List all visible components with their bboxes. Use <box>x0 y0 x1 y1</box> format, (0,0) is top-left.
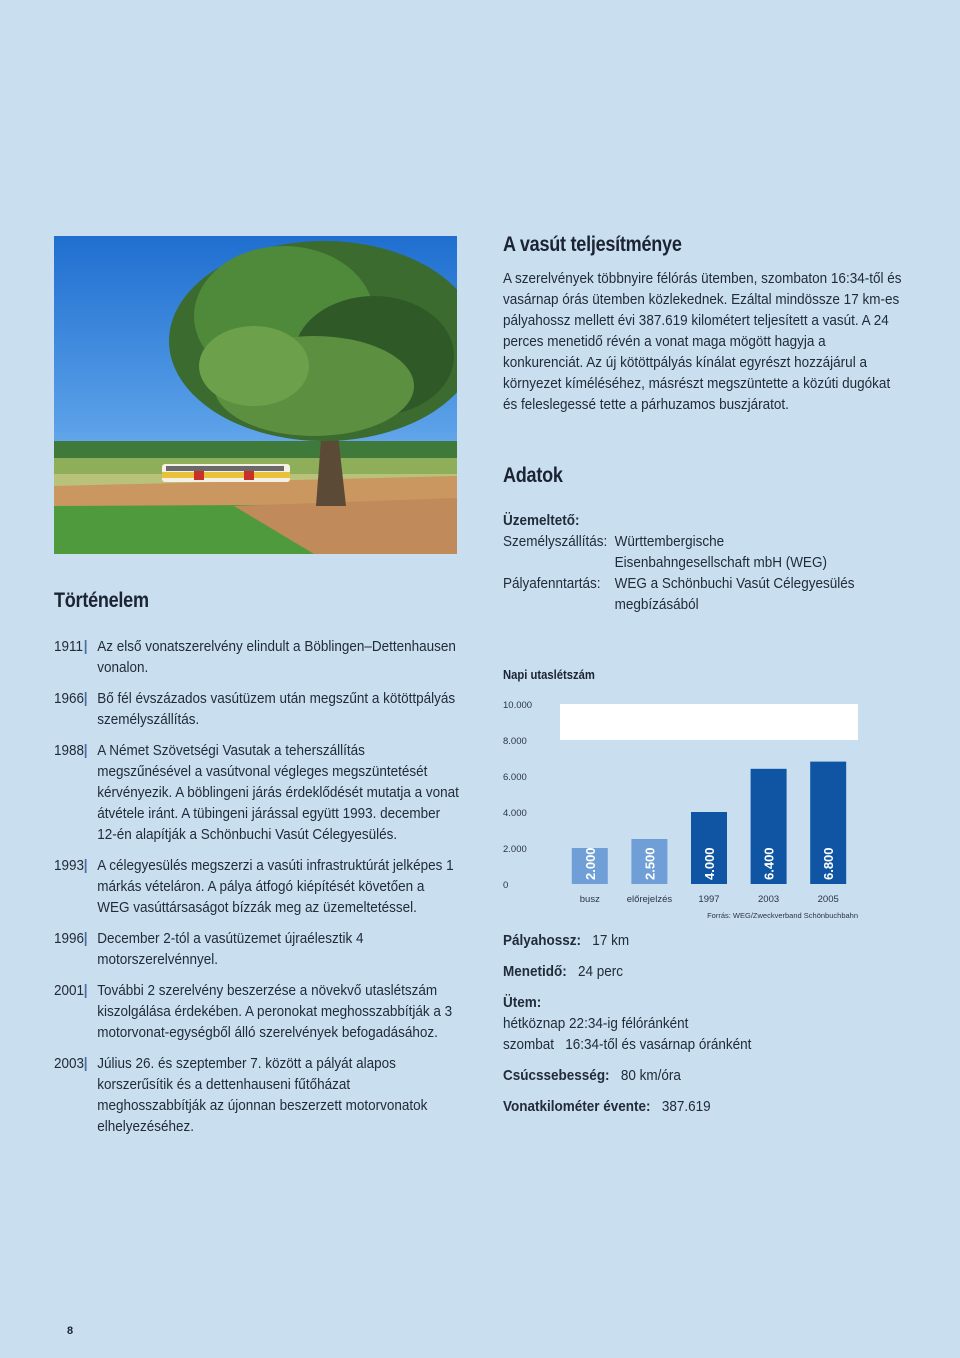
timeline-separator: | <box>83 857 88 874</box>
maintenance-row-value: WEG a Schönbuchi Vasút Célegyesülés <box>614 575 855 592</box>
landscape-illustration <box>54 236 457 554</box>
timeline-text: Az első vonatszerelvény elindult a Böblingen–Dettenhausen vonalon. <box>97 638 456 676</box>
fact-speed <box>503 1065 863 1086</box>
facts-block <box>503 930 863 1127</box>
timeline-separator: | <box>83 930 88 947</box>
timeline-year: 1911 <box>54 638 84 655</box>
operator-heading: Üzemeltető: <box>503 512 580 529</box>
fact-schedule <box>503 992 863 1055</box>
fact-length-label: Pályahossz: <box>503 932 582 949</box>
bar-value-label: 6.400 <box>761 847 777 880</box>
maintenance-row-key: Pályafenntartás: <box>503 575 601 592</box>
fact-km-label: Vonatkilométer évente: <box>503 1098 651 1115</box>
bar-value-label: 2.000 <box>582 847 598 880</box>
bar-value-label: 6.800 <box>821 847 837 880</box>
timeline-year: 2003 <box>54 1055 85 1072</box>
y-tick-label: 6.000 <box>503 772 527 783</box>
fact-schedule-weekday: hétköznap 22:34-ig félóránként <box>503 1015 689 1032</box>
fact-speed-value: 80 km/óra <box>620 1067 681 1084</box>
timeline-entry <box>54 740 459 845</box>
timeline-year: 2001 <box>54 982 85 999</box>
bar-value-label: 2.500 <box>642 847 658 880</box>
timeline-entry <box>54 928 459 970</box>
fact-schedule-label: Ütem: <box>503 994 542 1011</box>
page-number: 8 <box>67 1325 74 1337</box>
y-tick-label: 8.000 <box>503 736 527 747</box>
timeline-text: Július 26. és szeptember 7. között a pályát alapos korszerűsítik és a dettenhauseni fűtőházat meghosszabbítják az újonnan beszerzett motorvonatok elhelyezéséhez. <box>97 1055 428 1135</box>
bar-value-label: 4.000 <box>702 847 717 880</box>
performance-paragraph: A szerelvények többnyire félórás ütemben, szombaton 16:34-től és vasárnap órás ütemben közlekednek. Ezáltal mindössze 17 km-es pályahossz mellett évi 387.619 kilométert teljesített a vasút. A 24 perces menetidő révén a vonat maga mögött hagyja a konkurenciát. Az új kötöttpályás kínálat egyrészt hozzájárul a környezet kíméléséhez, másrészt megszüntette a közúti dugókat és feleslegessé tette a párhuzamos buszjáratot. <box>503 270 902 413</box>
timeline-year: 1966 <box>54 690 85 707</box>
timeline-text: Bő fél évszázados vasútüzem után megszűnt a kötöttpályás személyszállítás. <box>97 690 456 728</box>
y-tick-label: 0 <box>503 880 509 891</box>
fact-time <box>503 961 863 982</box>
timeline-text: A célegyesülés megszerzi a vasúti infrastruktúrát jelképes 1 márkás vételáron. A pálya átfogó kiépítését követően a WEG vasúttársaságot bízzák meg az üzemeltetéssel. <box>97 857 454 916</box>
section-title-history: Történelem <box>54 589 149 612</box>
y-tick-label: 2.000 <box>503 844 527 855</box>
section-title-data: Adatok <box>503 464 563 487</box>
history-timeline <box>54 636 504 1147</box>
timeline-entry <box>54 855 459 918</box>
timeline-separator: | <box>83 1055 88 1072</box>
ridership-chart-svg <box>500 692 870 922</box>
fact-length-value: 17 km <box>592 932 630 949</box>
timeline-separator: | <box>83 690 88 707</box>
chart-top-band <box>560 704 858 740</box>
y-tick-label: 4.000 <box>503 808 527 819</box>
fact-time-label: Menetidő: <box>503 963 567 980</box>
operator-row-key: Személyszállítás: <box>503 533 608 550</box>
timeline-separator: | <box>83 982 88 999</box>
fact-schedule-weekend: szombat 16:34-től és vasárnap óránként <box>503 1036 752 1053</box>
timeline-text: A Német Szövetségi Vasutak a teherszállítás megszűnésével a vasútvonal végleges megszüntetését kérvényezik. A böblingeni járás érdeklődését mutatja a vonat átvétele iránt. A tübingeni járással együtt 1993. december 12-én alapítják a Schönbuchi Vasút Célegyesülés. <box>97 742 459 843</box>
fact-speed-label: Csúcssebesség: <box>503 1067 610 1084</box>
photo-tree-train <box>54 236 457 554</box>
fact-km-value: 387.619 <box>661 1098 711 1115</box>
maintenance-row-value-2: megbízásából <box>614 596 699 613</box>
ridership-chart <box>500 692 870 927</box>
operator-row <box>503 531 917 552</box>
x-tick-label: előrejelzés <box>626 894 673 905</box>
timeline-text: December 2-tól a vasútüzemet újraélesztik 4 motorszerelvénnyel. <box>97 930 364 968</box>
fact-length <box>503 930 863 951</box>
operator-row-value: Württembergische <box>614 533 725 550</box>
x-tick-label: 2003 <box>758 894 780 905</box>
operator-row-value-2: Eisenbahngesellschaft mbH (WEG) <box>614 554 827 571</box>
fact-km <box>503 1096 863 1117</box>
timeline-entry <box>54 980 459 1043</box>
maintenance-row <box>503 573 917 594</box>
y-tick-label: 10.000 <box>503 700 533 711</box>
fact-time-value: 24 perc <box>578 963 624 980</box>
timeline-entry <box>54 1053 459 1137</box>
x-tick-label: busz <box>579 894 600 905</box>
timeline-year: 1993 <box>54 857 85 874</box>
timeline-entry <box>54 636 459 678</box>
timeline-year: 1988 <box>54 742 85 759</box>
operator-block <box>503 510 917 615</box>
operator-row-cont <box>503 552 917 573</box>
timeline-separator: | <box>83 638 88 655</box>
section-title-performance: A vasút teljesítménye <box>503 233 682 256</box>
maintenance-row-cont <box>503 594 917 615</box>
timeline-separator: | <box>83 742 88 759</box>
chart-title: Napi utaslétszám <box>503 668 595 682</box>
timeline-year: 1996 <box>54 930 85 947</box>
timeline-text: További 2 szerelvény beszerzése a növekvő utaslétszám kiszolgálása érdekében. A peronokat meghosszabbítják a 3 motorvonat-egységből álló szerelvények befogadásához. <box>97 982 453 1041</box>
x-tick-label: 1997 <box>698 894 720 905</box>
x-tick-label: 2005 <box>817 894 839 905</box>
chart-source: Forrás: WEG/Zweckverband Schönbuchbahn <box>707 911 858 920</box>
timeline-entry <box>54 688 459 730</box>
